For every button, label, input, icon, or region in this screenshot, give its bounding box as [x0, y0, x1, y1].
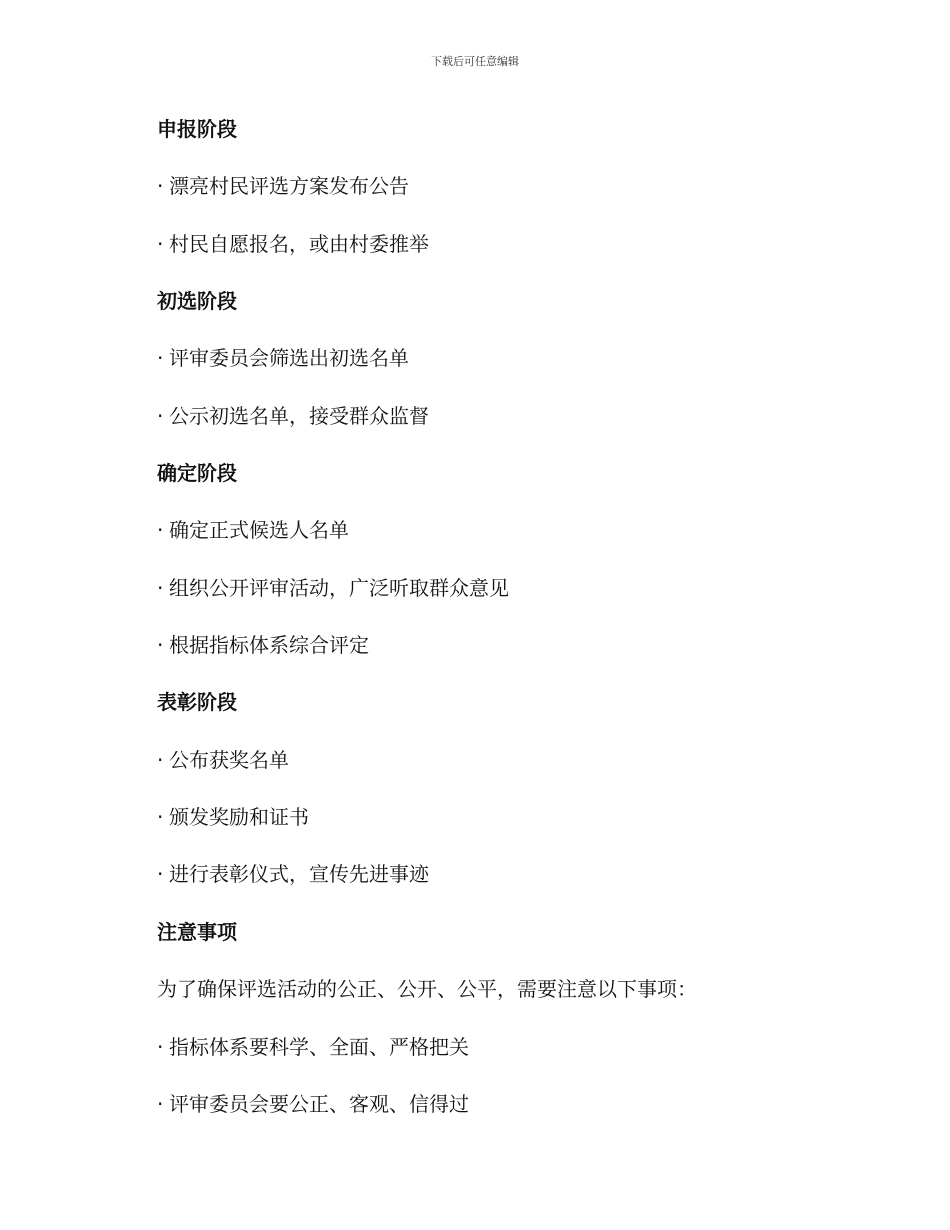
list-item-text: 评审委员会要公正、客观、信得过 — [169, 1091, 469, 1116]
document-body — [157, 112, 857, 1144]
notes-intro-paragraph: 为了确保评选活动的公正、公开、公平，需要注意以下事项： — [157, 977, 697, 1002]
list-item-text: 确定正式候选人名单 — [169, 518, 349, 543]
bullet-icon: · — [157, 805, 164, 830]
list-item-text: 进行表彰仪式，宣传先进事迹 — [169, 862, 429, 887]
bullet-icon: · — [157, 231, 164, 256]
list-item-text: 指标体系要科学、全面、严格把关 — [169, 1034, 469, 1059]
section-heading-preliminary: 初选阶段 — [157, 289, 237, 314]
list-item — [157, 513, 857, 570]
list-item — [157, 857, 857, 914]
list-item — [157, 628, 857, 685]
list-item — [157, 571, 857, 628]
list-item-text: 漂亮村民评选方案发布公告 — [169, 174, 409, 199]
bullet-icon: · — [157, 633, 164, 658]
bullet-icon: · — [157, 1034, 164, 1059]
section-heading-commendation: 表彰阶段 — [157, 690, 237, 715]
list-item-text: 公布获奖名单 — [169, 747, 289, 772]
list-item — [157, 169, 857, 226]
bullet-icon: · — [157, 1091, 164, 1116]
bullet-icon: · — [157, 575, 164, 600]
list-item-text: 组织公开评审活动，广泛听取群众意见 — [169, 575, 509, 600]
list-item-text: 公示初选名单，接受群众监督 — [169, 403, 429, 428]
bullet-icon: · — [157, 747, 164, 772]
bullet-icon: · — [157, 862, 164, 887]
section-heading-declaration: 申报阶段 — [157, 117, 237, 141]
page-header: 下载后可任意编辑 — [431, 55, 519, 68]
section-heading-confirmation: 确定阶段 — [157, 461, 237, 486]
list-item — [157, 227, 857, 284]
list-item-text: 评审委员会筛选出初选名单 — [169, 346, 409, 371]
list-item — [157, 1087, 857, 1144]
list-item — [157, 399, 857, 456]
list-item — [157, 1030, 857, 1087]
list-item-text: 颁发奖励和证书 — [169, 805, 309, 830]
bullet-icon: · — [157, 518, 164, 543]
bullet-icon: · — [157, 403, 164, 428]
bullet-icon: · — [157, 174, 164, 199]
list-item — [157, 800, 857, 857]
section-heading-notes: 注意事项 — [157, 919, 237, 944]
list-item — [157, 743, 857, 800]
list-item-text: 根据指标体系综合评定 — [169, 633, 369, 658]
list-item-text: 村民自愿报名，或由村委推举 — [169, 231, 429, 256]
bullet-icon: · — [157, 346, 164, 371]
list-item — [157, 341, 857, 398]
